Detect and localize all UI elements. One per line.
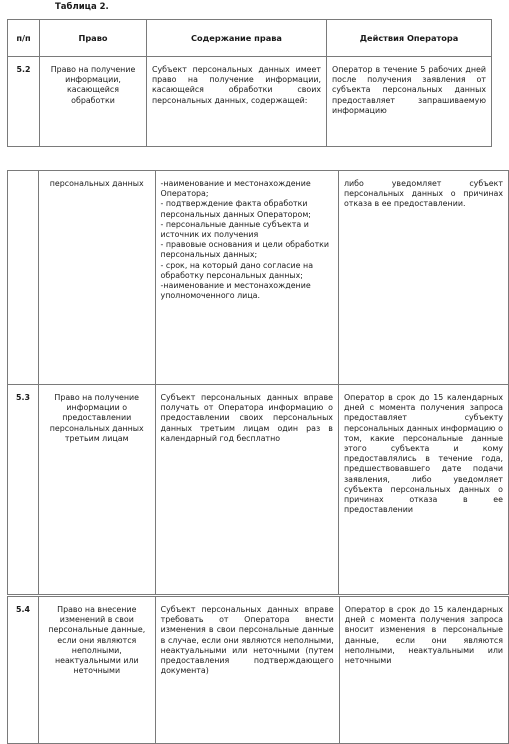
right-name: Право на получение информации о предоставлении персональных данных третьим лицам (38, 385, 155, 595)
operator-actions: Оператор в срок до 15 календарных дней с момента получения запроса вносит изменения в персональные данные, если они являются неполными, неактуальными или неточными (339, 597, 508, 744)
operator-actions: Оператор в срок до 15 календарных дней с момента получения запроса предоставляет субъекту персональных данных информацию о том, какие персональные данные этого субъекта и кому предоставлялись в течение года, предшествовавшего дате подачи заявления, либо уведомляет субъекта персональных данных о причинах отказа в ее предоставлении (338, 385, 508, 595)
right-name: Право на получение информации, касающейся обработки (40, 57, 147, 147)
content-item: - персональные данные субъекта и источник их получения (160, 219, 309, 240)
row-number: 5.4 (8, 597, 39, 744)
table-row (8, 57, 492, 147)
header-actions: Действия Оператора (327, 20, 492, 57)
content-item: -наименование и местонахождение уполномоченного лица. (160, 281, 311, 301)
content-item: - подтверждение факта обработки персональных данных Оператором; (160, 199, 311, 219)
table-header-row (8, 20, 492, 57)
table-row (8, 171, 509, 385)
rights-table-part-3 (7, 596, 509, 744)
rights-table-part-1 (7, 19, 492, 147)
content-item: -наименование и местонахождение Оператора; (160, 179, 311, 199)
content-item: - срок, на который дано согласие на обработку персональных данных; (160, 260, 314, 280)
row-number (8, 171, 39, 385)
right-content: Субъект персональных данных имеет право на получение информации, касающейся обработки своих персональных данных, содержащей: (147, 57, 327, 147)
table-row (8, 597, 509, 744)
operator-actions: Оператор в течение 5 рабочих дней после получения заявления от субъекта персональных данных предоставляет запрашиваемую информацию (327, 57, 492, 147)
right-name: Право на внесение изменений в свои персональные данные, если они являются неполными, неактуальными или неточными (38, 597, 155, 744)
row-number: 5.2 (8, 57, 40, 147)
header-num: п/п (8, 20, 40, 57)
operator-actions: либо уведомляет субъект персональных данных о причинах отказа в ее предоставлении. (338, 171, 508, 385)
row-number: 5.3 (8, 385, 39, 595)
table-row (8, 385, 509, 595)
table-caption: Таблица 2. (55, 2, 109, 12)
right-name: персональных данных (38, 171, 155, 385)
rights-table-part-2 (7, 170, 509, 595)
right-content (155, 171, 338, 385)
content-item: - правовые основания и цели обработки персональных данных; (160, 240, 330, 260)
header-content: Содержание права (147, 20, 327, 57)
header-right: Право (40, 20, 147, 57)
right-content: Субъект персональных данных вправе требовать от Оператора внести изменения в свои персональные данные в случае, если они являются неполными, неактуальными или неточными (путем предоставления подтверждающего документа) (155, 597, 339, 744)
right-content: Субъект персональных данных вправе получать от Оператора информацию о предоставлении своих персональных данных третьим лицам один раз в календарный год бесплатно (155, 385, 338, 595)
